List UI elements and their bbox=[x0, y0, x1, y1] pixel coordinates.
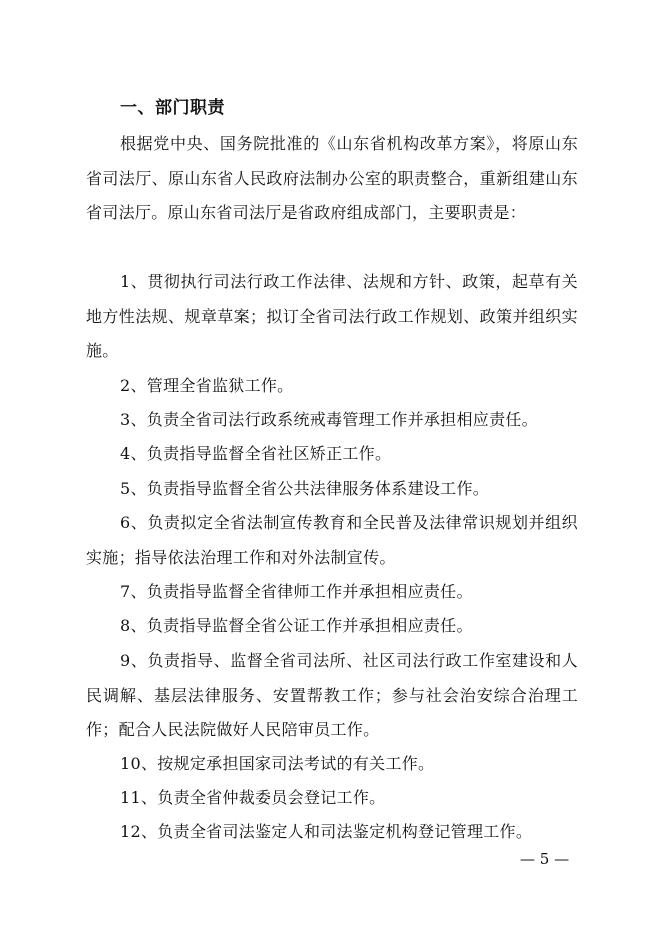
duty-item-2: 2、管理全省监狱工作。 bbox=[120, 376, 294, 395]
page-number: — 5 — bbox=[520, 850, 570, 868]
duty-item-10: 10、按规定承担国家司法考试的有关工作。 bbox=[120, 754, 435, 773]
duty-item-3: 3、负责全省司法行政系统戒毒管理工作并承担相应责任。 bbox=[120, 410, 538, 429]
section-heading: 一、部门职责 bbox=[120, 98, 225, 118]
intro-paragraph: 根据党中央、国务院批准的《山东省机构改革方案》，将原山东省司法厅、原山东省人民政府法制办公室的职责整合，重新组建山东省司法厅。原山东省司法厅是省政府组成部门，主要职责是： bbox=[86, 134, 578, 222]
duty-item-8: 8、负责指导监督全省公证工作并承担相应责任。 bbox=[120, 616, 473, 635]
duty-item-7: 7、负责指导监督全省律师工作并承担相应责任。 bbox=[120, 582, 473, 601]
duty-item-4: 4、负责指导监督全省社区矫正工作。 bbox=[120, 444, 392, 463]
duty-item-11: 11、负责全省仲裁委员会登记工作。 bbox=[120, 788, 386, 807]
duty-item-5: 5、负责指导监督全省公共法律服务体系建设工作。 bbox=[120, 479, 490, 498]
duty-item-6: 6、负责拟定全省法制宣传教育和全民普及法律常识规划并组织实施；指导依法治理工作和对外法制宣传。 bbox=[86, 513, 578, 567]
duty-item-12: 12、负责全省司法鉴定人和司法鉴定机构登记管理工作。 bbox=[120, 822, 533, 841]
duty-item-1: 1、贯彻执行司法行政工作法律、法规和方针、政策，起草有关地方性法规、规章草案；拟订全省司法行政工作规划、政策并组织实施。 bbox=[86, 272, 578, 360]
duty-item-9: 9、负责指导、监督全省司法所、社区司法行政工作室建设和人民调解、基层法律服务、安置帮教工作；参与社会治安综合治理工作；配合人民法院做好人民陪审员工作。 bbox=[86, 651, 578, 739]
